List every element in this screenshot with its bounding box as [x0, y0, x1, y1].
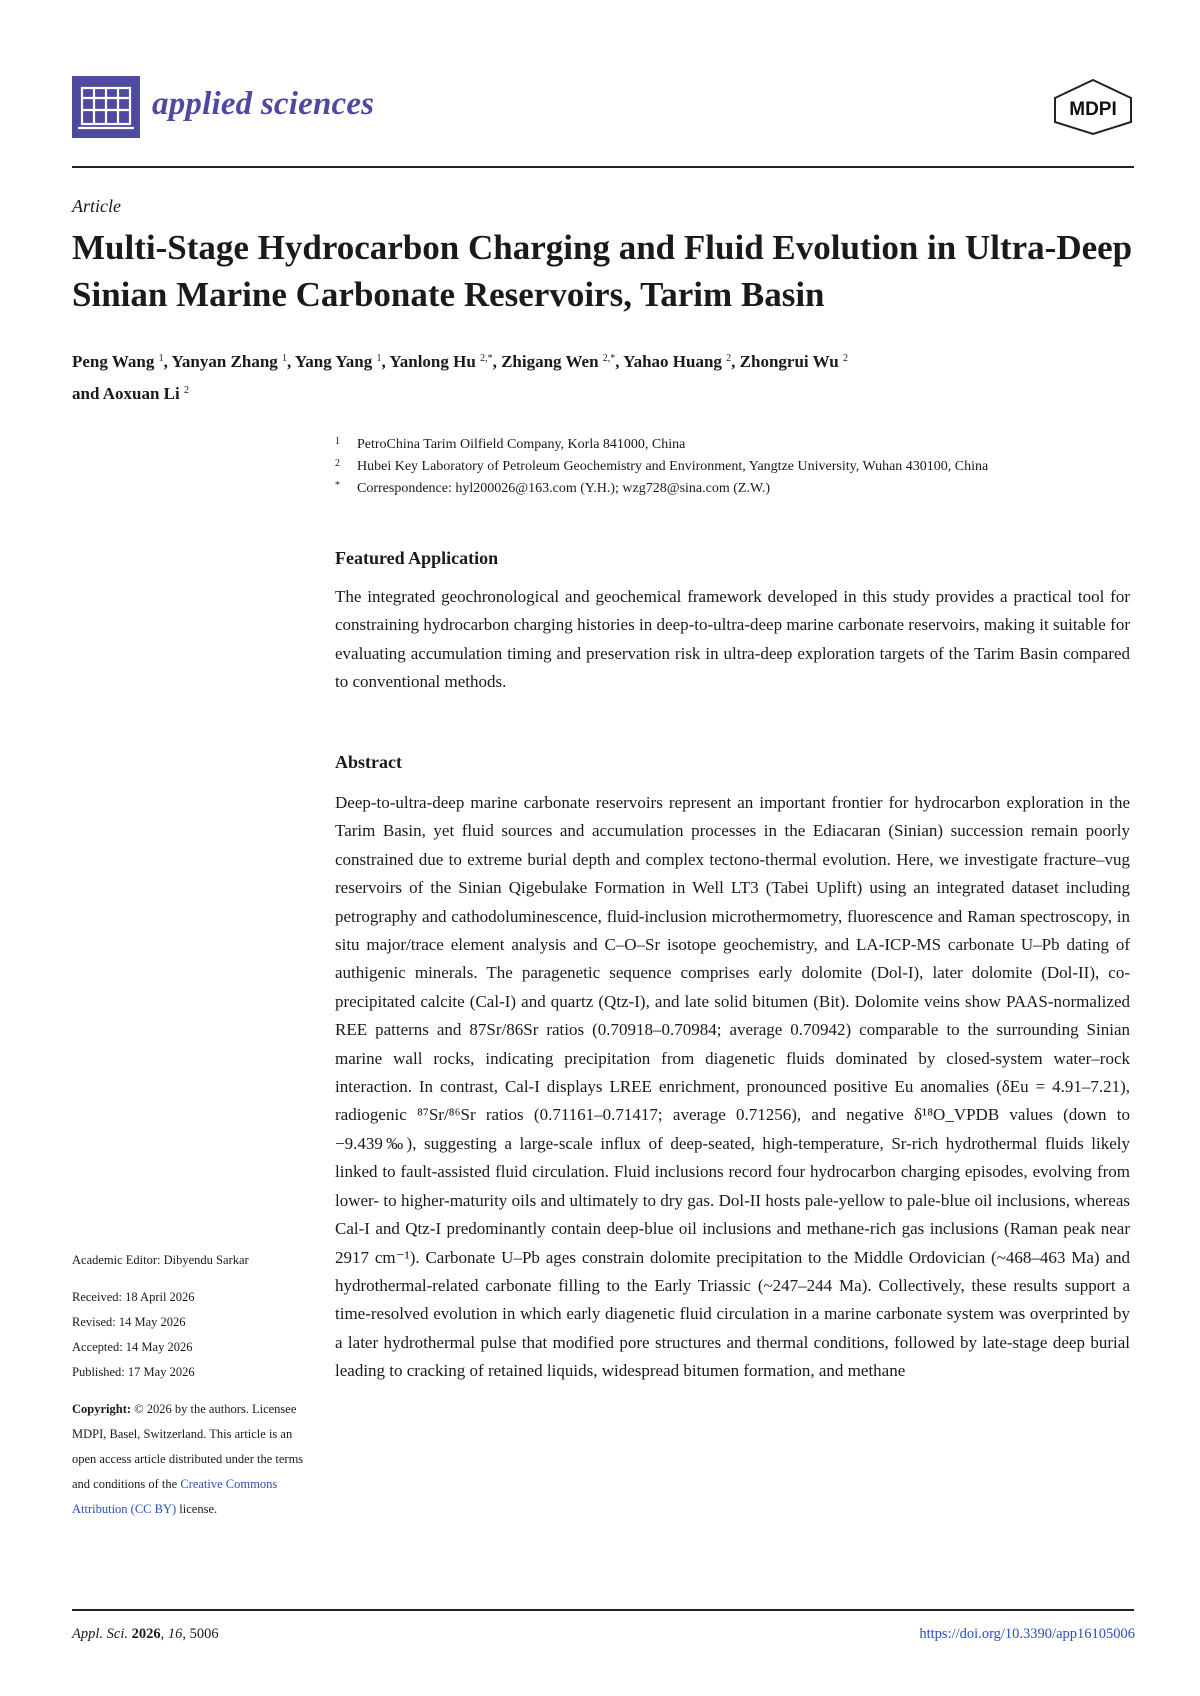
received-date: Received: 18 April 2026: [72, 1290, 195, 1304]
author-list: Peng Wang $^1$, Yanyan Zhang $^1$, Yang Yang $^1$, Yanlong Hu $^{2,*}$, Zhigang Wen $^{2,*}$, Yahao Huang $^2$, Zhongrui Wu $^2$ and Aoxuan Li $^2$: [72, 352, 848, 403]
abstract-text: Deep-to-ultra-deep marine carbonate reservoirs represent an important frontier for hydrocarbon exploration in the Tarim Basin, yet fluid sources and accumulation processes in the Ediacaran (Sinian) succession remain poorly constrained due to extreme burial depth and complex tectono-thermal evolution. Here, we investigate fracture–vug reservoirs of the Sinian Qigebulake Formation in Well LT3 (Tabei Uplift) using an integrated dataset including petrography and cathodoluminescence, fluid-inclusion microthermometry, fluorescence and Raman spectroscopy, in situ major/trace element analysis and C–O–Sr isotope geochemistry, and LA-ICP-MS carbonate U–Pb dating of authigenic minerals. The paragenetic sequence comprises early dolomite (Dol-I), later dolomite (Dol-II), co-precipitated calcite (Cal-I) and quartz (Qtz-I), and late solid bitumen (Bit). Dolomite veins show PAAS-normalized REE patterns and 87Sr/86Sr ratios (0.70918–0.70984; average 0.70942) comparable to the surrounding Sinian marine wall rocks, indicating precipitation from diagenetic fluids dominated by closed-system water–rock interaction. In contrast, Cal-I displays LREE enrichment, pronounced positive Eu anomalies (δEu = 4.91–7.21), radiogenic ⁸⁷Sr/⁸⁶Sr ratios (0.71161–0.71417; average 0.71256), and negative δ¹⁸O_VPDB values (down to −9.439‰), suggesting a large-scale influx of deep-seated, high-temperature, Sr-rich hydrothermal fluids likely linked to fault-assisted fluid circulation. Fluid inclusions record four hydrocarbon charging episodes, evolving from lower- to higher-maturity oils and ultimately to dry gas. Dol-II hosts pale-yellow to pale-blue oil inclusions, whereas Cal-I and Qtz-I predominantly contain deep-blue oil inclusions and methane-rich gas inclusions (Raman peak near 2917 cm⁻¹). Carbonate U–Pb ages constrain dolomite precipitation to the Middle Ordovician (~468–463 Ma) and hydrothermal-related carbonate filling to the Early Triassic (~247–244 Ma). Collectively, these results support a time-resolved evolution in which early diagenetic fluid circulation in a marine carbonate system was overprinted by a later hydrothermal pulse that modified pore structures and thermal conditions, followed by late-stage deep burial leading to cracking of retained liquids, widespread bitumen formation, and methane: [335, 793, 1130, 1381]
author-affiliation-marker: 1: [158, 353, 164, 364]
affiliation-item: [335, 478, 1065, 500]
article-type: Article: [72, 196, 121, 216]
journal-logo: [72, 76, 140, 138]
affiliation-text: Hubei Key Laboratory of Petroleum Geochemistry and Environment, Yangtze University, Wuhan 430100, China: [357, 459, 989, 474]
publisher-logo-text: MDPI: [1069, 99, 1117, 120]
author: Aoxuan Li: [102, 384, 180, 403]
author-affiliation-marker: 2,*: [480, 353, 493, 364]
revised-date: Revised: 14 May 2026: [72, 1315, 186, 1329]
article-info-sidebar: [72, 1248, 312, 1522]
author-affiliation-marker: 1: [376, 353, 382, 364]
accepted-date: Accepted: 14 May 2026: [72, 1340, 193, 1354]
doi-link[interactable]: https://doi.org/10.3390/app16105006: [919, 1626, 1135, 1642]
author: Peng Wang: [72, 352, 155, 371]
license-suffix: license.: [179, 1502, 218, 1516]
license-link[interactable]: Creative Commons Attribution (CC BY): [72, 1477, 278, 1516]
author: Yahao Huang: [623, 352, 722, 371]
publisher-logo: [1051, 78, 1135, 136]
abstract-heading: Abstract: [335, 752, 402, 772]
author-conjunction: and: [72, 384, 100, 403]
article-number: 5006: [189, 1626, 219, 1642]
affiliation-item: [335, 434, 1065, 456]
featured-application-heading: Featured Application: [335, 548, 499, 568]
copyright-notice: [72, 1397, 312, 1522]
affiliations: [335, 434, 1065, 500]
journal-logo-icon: [72, 76, 140, 138]
mdpi-hexagon-icon: [1051, 78, 1135, 136]
affiliation-text: PetroChina Tarim Oilfield Company, Korla 841000, China: [357, 437, 686, 452]
publication-year: 2026: [131, 1626, 161, 1642]
author-affiliation-marker: 2,*: [602, 353, 616, 364]
published-date: Published: 17 May 2026: [72, 1365, 195, 1379]
academic-editor: Academic Editor: Dibyendu Sarkar: [72, 1253, 249, 1267]
author: Zhongrui Wu: [739, 352, 839, 371]
copyright-label: Copyright:: [72, 1402, 132, 1416]
affiliation-item: [335, 456, 1065, 478]
article-title: Multi-Stage Hydrocarbon Charging and Fluid Evolution in Ultra-Deep Sinian Marine Carbonate Reservoirs, Tarim Basin: [72, 228, 1133, 314]
author-affiliation-marker: 1: [282, 353, 288, 364]
author: Yanyan Zhang: [171, 352, 278, 371]
author-affiliation-marker: 2: [183, 385, 189, 396]
affiliation-marker: 1: [335, 436, 340, 447]
header-divider: [72, 166, 1134, 168]
author-affiliation-marker: 2: [726, 353, 732, 364]
author-affiliation-marker: 2: [842, 353, 848, 364]
footer-divider: [72, 1609, 1134, 1611]
journal-name: applied sciences: [152, 86, 375, 122]
affiliation-marker: *: [335, 480, 340, 491]
citation-footer: Appl. Sci. 2026, 16, 5006: [72, 1626, 219, 1642]
journal-abbrev: Appl. Sci.: [72, 1626, 128, 1642]
volume: 16: [167, 1626, 183, 1642]
copyright-text: © 2026 by the authors. Licensee MDPI, Basel, Switzerland. This article is an open access article distributed under the terms and conditions of the: [72, 1402, 304, 1491]
author: Yang Yang: [294, 352, 373, 371]
affiliation-marker: 2: [335, 458, 340, 469]
author: Yanlong Hu: [389, 352, 476, 371]
correspondence-text[interactable]: Correspondence: hyl200026@163.com (Y.H.); wzg728@sina.com (Z.W.): [357, 481, 771, 496]
featured-application-text: The integrated geochronological and geochemical framework developed in this study provides a practical tool for constraining hydrocarbon charging histories in deep-to-ultra-deep marine carbonate reservoirs, making it suitable for evaluating accumulation timing and preservation risk in ultra-deep exploration targets of the Tarim Basin compared to conventional methods.: [335, 587, 1130, 692]
author: Zhigang Wen: [501, 352, 599, 371]
